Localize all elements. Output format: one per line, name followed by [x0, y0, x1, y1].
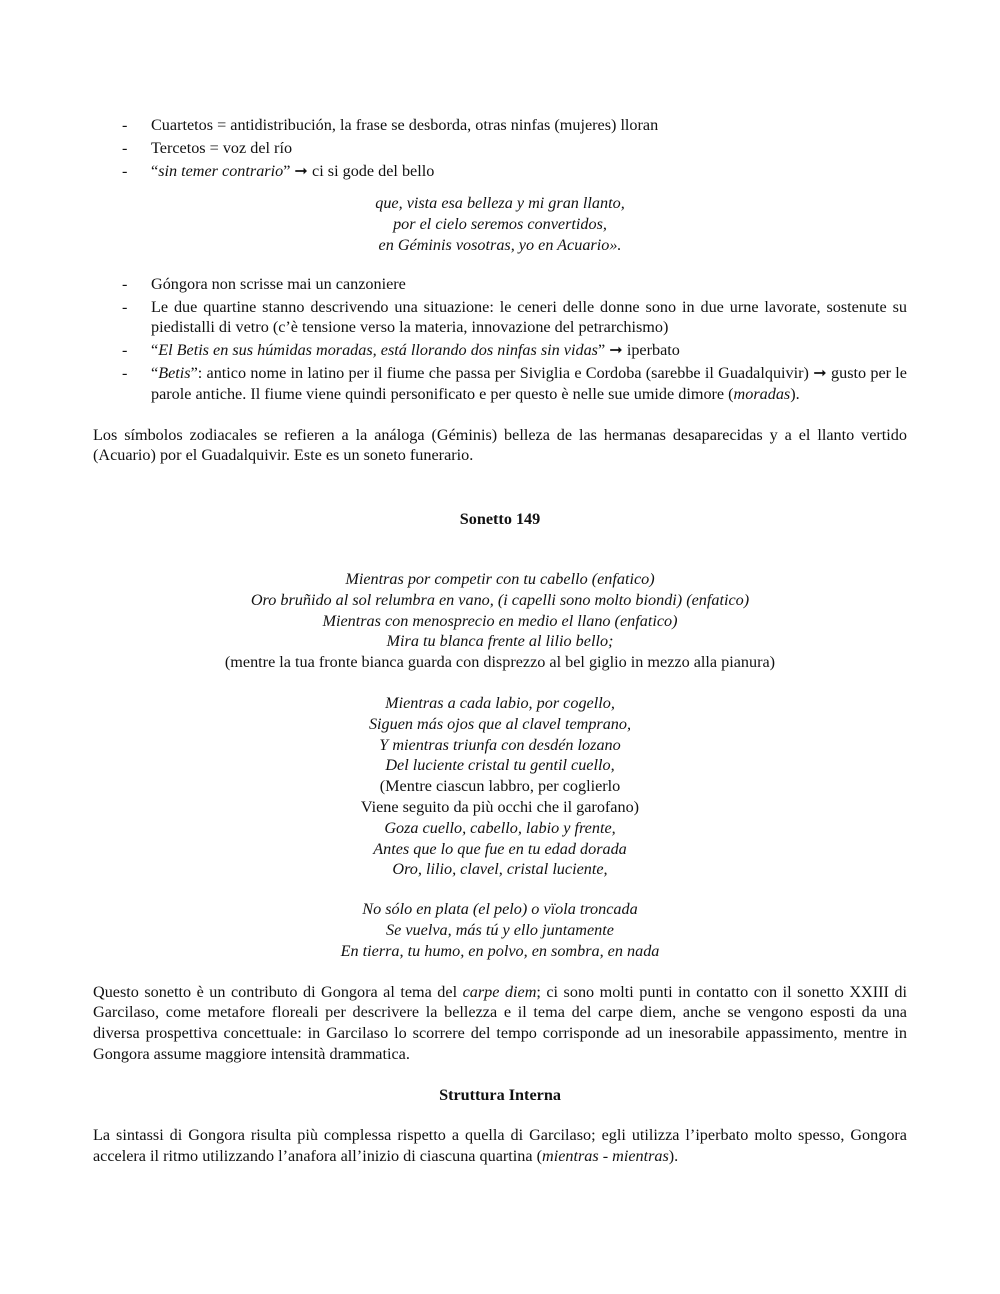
paragraph-zodiac: Los símbolos zodiacales se refieren a la análoga (Géminis) belleza de las hermanas desaparecidas y a el llanto vertido (Acuario) por el Guadalquivir. Este es un soneto funerario.: [93, 425, 907, 465]
poem-line: Y mientras triunfa con desdén lozano: [379, 735, 621, 754]
sonnet-stanza-3: [93, 899, 907, 961]
paragraph-carpe-diem: [93, 982, 907, 1065]
list-item: [93, 363, 907, 405]
poem-line: por el cielo seremos convertidos,: [393, 215, 607, 234]
italic-phrase: carpe diem: [462, 982, 537, 1001]
poem-line: Antes que lo que fue en tu edad dorada: [373, 839, 627, 858]
poem-line: Del luciente cristal tu gentil cuello,: [385, 756, 615, 775]
list-item-text: Cuartetos = antidistribución, la frase se desborda, otras ninfas (mujeres) lloran: [151, 116, 659, 134]
poem-line: Goza cuello, cabello, labio y frente,: [384, 818, 616, 837]
translation-line: Viene seguito da più occhi che il garofano): [360, 797, 640, 816]
close-quote: ”: [597, 341, 606, 360]
close-quote: ”: [283, 161, 291, 180]
dash-bullet: -: [122, 161, 128, 180]
poem-line: que, vista esa belleza y mi gran llanto,: [375, 194, 625, 213]
poem-line: Oro bruñido al sol relumbra en vano, (i capelli sono molto biondi) (enfatico): [250, 590, 750, 609]
list-item-text: ci si gode del bello: [312, 161, 435, 180]
poem-line: Mira tu blanca frente al lilio bello;: [386, 632, 614, 651]
dash-bullet: -: [122, 116, 128, 134]
dash-bullet: -: [122, 363, 128, 382]
list-item-text: ).: [790, 384, 800, 403]
list-item-text: gusto per le parole antiche. Il fiume viene quindi personificato e per questo è nelle sue umide dimore (: [151, 363, 907, 403]
paragraph-sintassi: [93, 1125, 907, 1167]
paragraph-text: ).: [668, 1147, 679, 1166]
close-quote: ”: [190, 363, 198, 382]
poem-excerpt: [93, 193, 907, 255]
poem-line: No sólo en plata (el pelo) o vïola troncada: [362, 900, 638, 919]
italic-phrase: mientras - mientras: [542, 1147, 669, 1166]
heading-sonetto-149: Sonetto 149: [459, 510, 541, 529]
open-quote: “: [151, 341, 159, 360]
translation-line: (Mentre ciascun labbro, per coglierlo: [379, 777, 621, 796]
poem-line: Siguen más ojos que al clavel temprano,: [368, 714, 632, 733]
paragraph-text: ; ci sono molti punti in contatto con il sonetto XXIII di Garcilaso, come metafore floreali per descrivere la bellezza e il tema del carpe diem, anche se vengono esposti da una diversa prospettiva concettuale: in Garcilaso lo scorrere del tempo corrisponde ad un inesorabile appassimento, mentre in Gongora assume maggiore intensità drammatica.: [93, 982, 907, 1063]
bullet-list-gongora: [93, 274, 907, 405]
list-item-text: Le due quartine stanno descrivendo una situazione: le ceneri delle donne sono in due urne lavorate, sostenute su piedistalli di vetro (c’è tensione verso la materia, innovazione del petrarchismo): [151, 297, 907, 337]
poem-line: Mientras por competir con tu cabello (enfatico): [345, 569, 655, 588]
poem-line: Oro, lilio, clavel, cristal luciente,: [392, 860, 608, 879]
poem-line: En tierra, tu humo, en polvo, en sombra, en nada: [340, 941, 660, 960]
document-page: [93, 115, 907, 1167]
poem-line: Se vuelva, más tú y ello juntamente: [386, 920, 614, 939]
list-item-text: : antico nome in latino per il fiume che passa per Siviglia e Cordoba (sarebbe il Guadalquivir): [197, 363, 814, 382]
italic-phrase: Betis: [158, 363, 191, 382]
dash-bullet: -: [122, 274, 128, 293]
heading-struttura-interna: Struttura Interna: [439, 1085, 561, 1104]
arrow-icon: ➞: [813, 363, 827, 382]
list-item: [93, 161, 907, 182]
arrow-icon: ➞: [609, 341, 623, 360]
italic-phrase: El Betis en sus húmidas moradas, está llorando dos ninfas sin vidas: [158, 341, 598, 360]
dash-bullet: -: [122, 341, 128, 360]
poem-line: Mientras a cada labio, por cogello,: [385, 693, 615, 712]
list-item-text: iperbato: [626, 341, 680, 360]
paragraph-text: Questo sonetto è un contributo di Gongora al tema del: [93, 982, 463, 1001]
list-item-text: Tercetos = voz del río: [151, 138, 293, 157]
sonnet-stanza-2: [93, 693, 907, 880]
list-item: [93, 340, 907, 361]
list-item: [93, 115, 907, 136]
poem-line: Mientras con menosprecio en medio el llano (enfatico): [322, 611, 678, 630]
list-item-text: Góngora non scrisse mai un canzoniere: [151, 274, 406, 293]
poem-line: en Géminis vosotras, yo en Acuario».: [378, 235, 622, 254]
paragraph-text: La sintassi di Gongora risulta più complessa rispetto a quella di Garcilaso; egli utilizza l’iperbato molto spesso, Gongora accelera il ritmo utilizzando l’anafora all’inizio di ciascuna quartina (: [93, 1126, 907, 1166]
dash-bullet: -: [122, 297, 128, 316]
arrow-icon: ➞: [294, 161, 308, 180]
sonnet-stanza-1: [93, 569, 907, 673]
list-item: [93, 297, 907, 339]
bullet-list-cuartetos: [93, 115, 907, 181]
list-item: [93, 138, 907, 159]
open-quote: “: [151, 161, 159, 180]
italic-phrase: sin temer contrario: [158, 161, 284, 180]
list-item: [93, 274, 907, 295]
open-quote: “: [151, 363, 159, 382]
italic-phrase: moradas: [733, 384, 791, 403]
dash-bullet: -: [122, 138, 128, 157]
translation-line: (mentre la tua fronte bianca guarda con disprezzo al bel giglio in mezzo alla pianura): [224, 653, 776, 672]
